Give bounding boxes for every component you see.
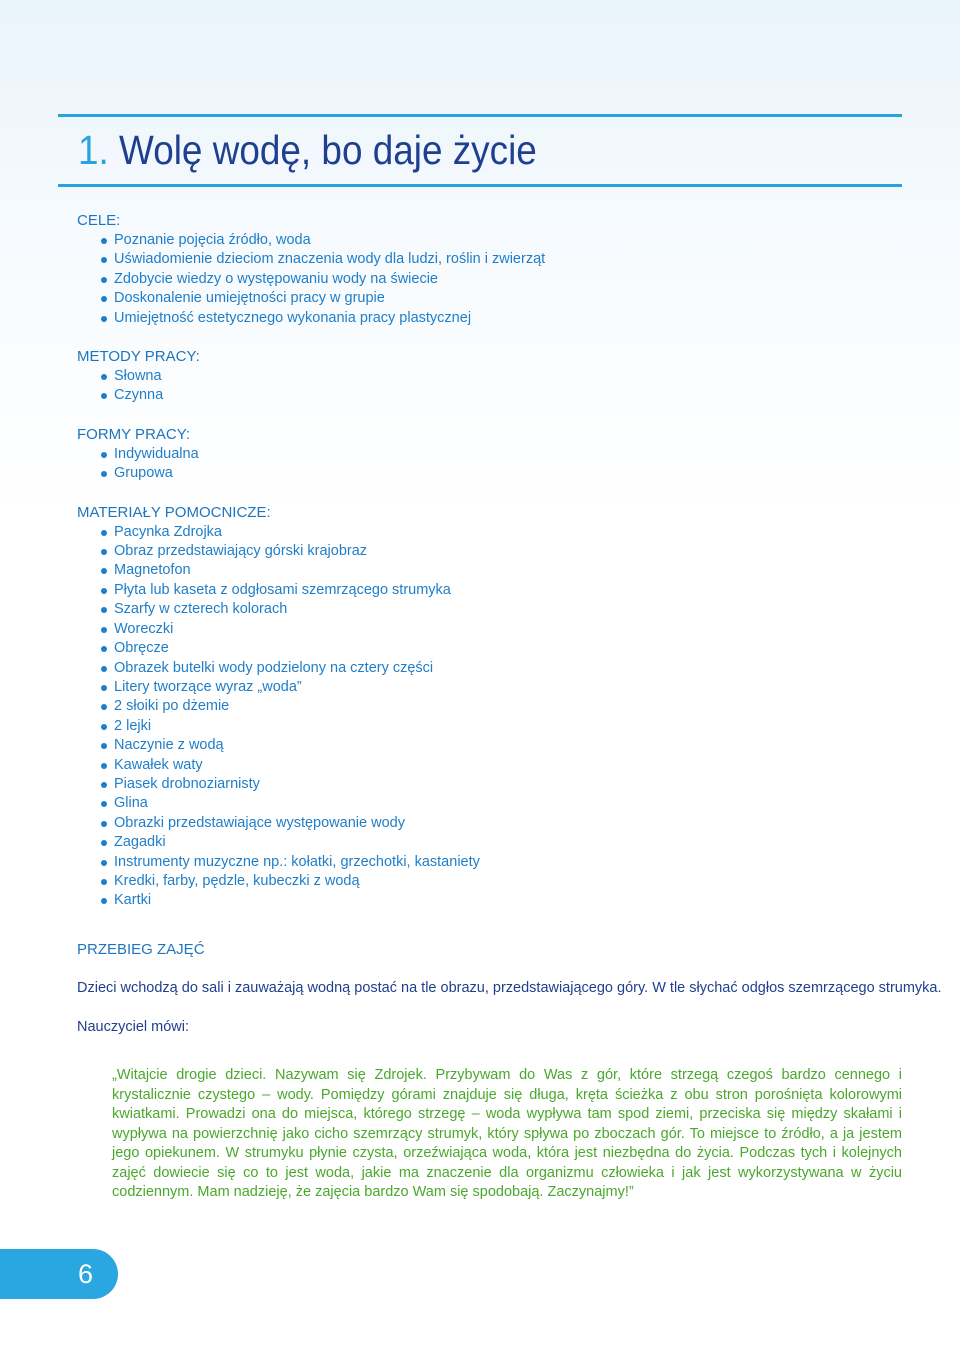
section-heading-forms: FORMY PRACY:	[77, 425, 191, 443]
section-heading-goals: CELE:	[77, 212, 121, 229]
list-item: Woreczki	[114, 620, 903, 639]
list-item: Kartki	[114, 891, 903, 910]
list-item: Uświadomienie dzieciom znaczenia wody dla ludzi, roślin i zwierząt	[114, 250, 903, 269]
methods-list	[77, 367, 903, 406]
list-item: Szarfy w czterech kolorach	[114, 600, 903, 619]
forms-list	[77, 445, 903, 484]
goals-list	[77, 231, 903, 328]
list-item: Obrazek butelki wody podzielony na cztery części	[114, 659, 903, 678]
procedure-text	[77, 978, 942, 1203]
page-number: 6	[78, 1259, 94, 1289]
section-heading-materials: MATERIAŁY POMOCNICZE:	[77, 503, 271, 521]
list-item: Doskonalenie umiejętności pracy w grupie	[114, 289, 903, 308]
list-item: Umiejętność estetycznego wykonania pracy plastycznej	[114, 309, 903, 328]
list-item: Glina	[114, 794, 903, 813]
list-item: Zagadki	[114, 833, 903, 852]
list-item: 2 lejki	[114, 717, 903, 736]
list-item: Magnetofon	[114, 561, 903, 580]
section-heading-methods: METODY PRACY:	[77, 348, 200, 366]
section-materials	[77, 503, 903, 911]
title-bottom-rule	[58, 184, 902, 187]
list-item: Poznanie pojęcia źródło, woda	[114, 231, 903, 250]
list-item: Kredki, farby, pędzle, kubeczki z wodą	[114, 872, 903, 891]
section-heading-procedure: PRZEBIEG ZAJĘĆ	[77, 941, 205, 958]
list-item: Indywidualna	[114, 445, 903, 464]
page-title	[78, 120, 537, 180]
list-item: Czynna	[114, 386, 903, 405]
section-goals	[77, 211, 903, 328]
list-item: Kawałek waty	[114, 756, 903, 775]
list-item: Obręcze	[114, 639, 903, 658]
list-item: Zdobycie wiedzy o występowaniu wody na świecie	[114, 270, 903, 289]
section-forms	[77, 425, 903, 484]
title-number: 1.	[78, 127, 109, 173]
list-item: Obrazki przedstawiające występowanie wody	[114, 814, 903, 833]
teacher-says: Nauczyciel mówi:	[77, 1019, 189, 1035]
title-text: Wolę wodę, bo daje życie	[119, 127, 537, 173]
procedure-intro: Dzieci wchodzą do sali i zauważają wodną postać na tle obrazu, przedstawiającego góry. W tle słychać odgłos szemrzącego strumyka.	[77, 980, 942, 996]
list-item: Naczynie z wodą	[114, 736, 903, 755]
list-item: Piasek drobnoziarnisty	[114, 775, 903, 794]
list-item: Pacynka Zdrojka	[114, 523, 903, 542]
list-item: Obraz przedstawiający górski krajobraz	[114, 542, 903, 561]
section-methods	[77, 347, 903, 406]
teacher-quote: „Witajcie drogie dzieci. Nazywam się Zdrojek. Przybywam do Was z gór, które strzegą czegoś bardzo cennego i krystalicznie czystego – wody. Pomiędzy górami znajduje się długa, kręta ścieżka z obu stron porośnięta kolorowymi kwiatkami. Prowadzi ona do miejsca, którego strzegę – woda wypływa tam spod ziemi, przeciska się między skałami i wypływa na powierzchnię jako cicho szemrzący strumyk, który spływa po zboczach gór. To miejsce to źródło, a ja jestem jego opiekunem. W strumyku płynie czysta, orzeźwiająca woda, która jest niezbędna do życia. Podczas tych i kolejnych zajęć dowiecie się co to jest woda, jakie ma znaczenie dla organizmu człowieka i jak jest wykorzystywana w życiu codziennym. Mam nadzieję, że zajęcia bardzo Wam się spodobają. Zaczynajmy!”	[112, 1067, 902, 1200]
materials-list	[77, 523, 903, 911]
list-item: 2 słoiki po dżemie	[114, 697, 903, 716]
list-item: Litery tworzące wyraz „woda”	[114, 678, 903, 697]
title-top-rule	[58, 114, 902, 117]
list-item: Grupowa	[114, 464, 903, 483]
list-item: Instrumenty muzyczne np.: kołatki, grzechotki, kastaniety	[114, 853, 903, 872]
page-number-tab	[0, 1249, 118, 1299]
list-item: Słowna	[114, 367, 903, 386]
list-item: Płyta lub kaseta z odgłosami szemrzącego strumyka	[114, 581, 903, 600]
lesson-plan	[77, 211, 903, 911]
